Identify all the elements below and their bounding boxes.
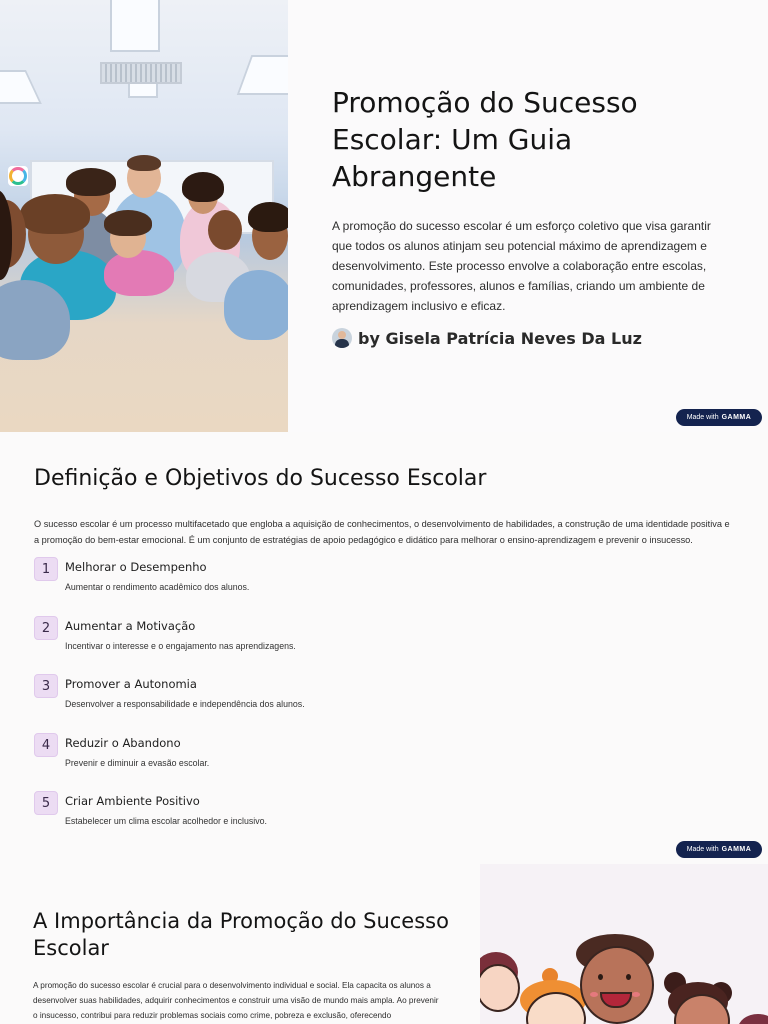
goal-item [34, 674, 634, 724]
goal-description: Prevenir e diminuir a evasão escolar. [65, 758, 210, 768]
slide-cover [0, 0, 768, 432]
goal-number: 1 [34, 557, 58, 581]
goal-description: Incentivar o interesse e o engajamento nas aprendizagens. [65, 641, 296, 651]
badge-prefix: Made with [686, 846, 719, 853]
definition-title: Definição e Objetivos do Sucesso Escolar [34, 466, 487, 491]
goal-number: 5 [34, 791, 58, 815]
goal-description: Estabelecer um clima escolar acolhedor e inclusivo. [65, 816, 267, 826]
goal-item [34, 733, 634, 783]
goal-number: 3 [34, 674, 58, 698]
goal-title: Reduzir o Abandono [65, 736, 181, 750]
goal-title: Aumentar a Motivação [65, 619, 196, 633]
importance-title: A Importância da Promoção do Sucesso Escolar [33, 909, 449, 960]
goal-item [34, 616, 634, 666]
goal-item [34, 791, 634, 841]
definition-intro: O sucesso escolar é um processo multifacetado que engloba a aquisição de conhecimentos, o desenvolvimento de habilidades, a construção de uma identidade positiva e a promoção do bem-estar emocional. É um conjunto de estratégias de apoio pedagógico e didático para melhorar o ensino-aprendizagem e prevenir o insucesso. [34, 519, 730, 545]
logo-icon [8, 166, 28, 186]
cover-intro: A promoção do sucesso escolar é um esforço coletivo que visa garantir que todos os alunos atinjam seu potencial máximo de aprendizagem e desenvolvimento. Este processo envolve a colaboração entre escolas, comunidades, professores, alunos e famílias, criando um ambiente de aprendizagem inclusivo e eficaz. [332, 219, 711, 313]
badge-brand: GAMMA [721, 846, 752, 853]
author-name: by Gisela Patrícia Neves Da Luz [358, 328, 642, 348]
goal-title: Criar Ambiente Positivo [65, 794, 200, 808]
goal-description: Aumentar o rendimento acadêmico dos alunos. [65, 582, 250, 592]
goal-number: 2 [34, 616, 58, 640]
made-with-gamma-badge[interactable] [676, 841, 762, 858]
badge-prefix: Made with [686, 414, 719, 421]
author-avatar [332, 328, 352, 348]
cartoon-kids-illustration [480, 864, 768, 1024]
goal-item [34, 557, 634, 607]
slide-importance [0, 864, 768, 1024]
cover-title: Promoção do Sucesso Escolar: Um Guia Abrangente [332, 86, 638, 193]
made-with-gamma-badge[interactable] [676, 409, 762, 426]
badge-brand: GAMMA [721, 414, 752, 421]
slide-definition [0, 432, 768, 864]
goal-title: Melhorar o Desempenho [65, 560, 207, 574]
author-byline [332, 328, 642, 348]
goal-description: Desenvolver a responsabilidade e independência dos alunos. [65, 699, 305, 709]
importance-text: A promoção do sucesso escolar é crucial para o desenvolvimento individual e social. Ela capacita os alunos a desenvolver suas habilidades, adquirir conhecimentos e construir uma visão de mundo mais ampla. Ao prevenir o insucesso, contribui para reduzir problemas sociais como crime, pobreza e exclusão, oferecendo [33, 981, 439, 1020]
goal-number: 4 [34, 733, 58, 757]
classroom-photo [0, 0, 288, 432]
goal-title: Promover a Autonomia [65, 677, 197, 691]
